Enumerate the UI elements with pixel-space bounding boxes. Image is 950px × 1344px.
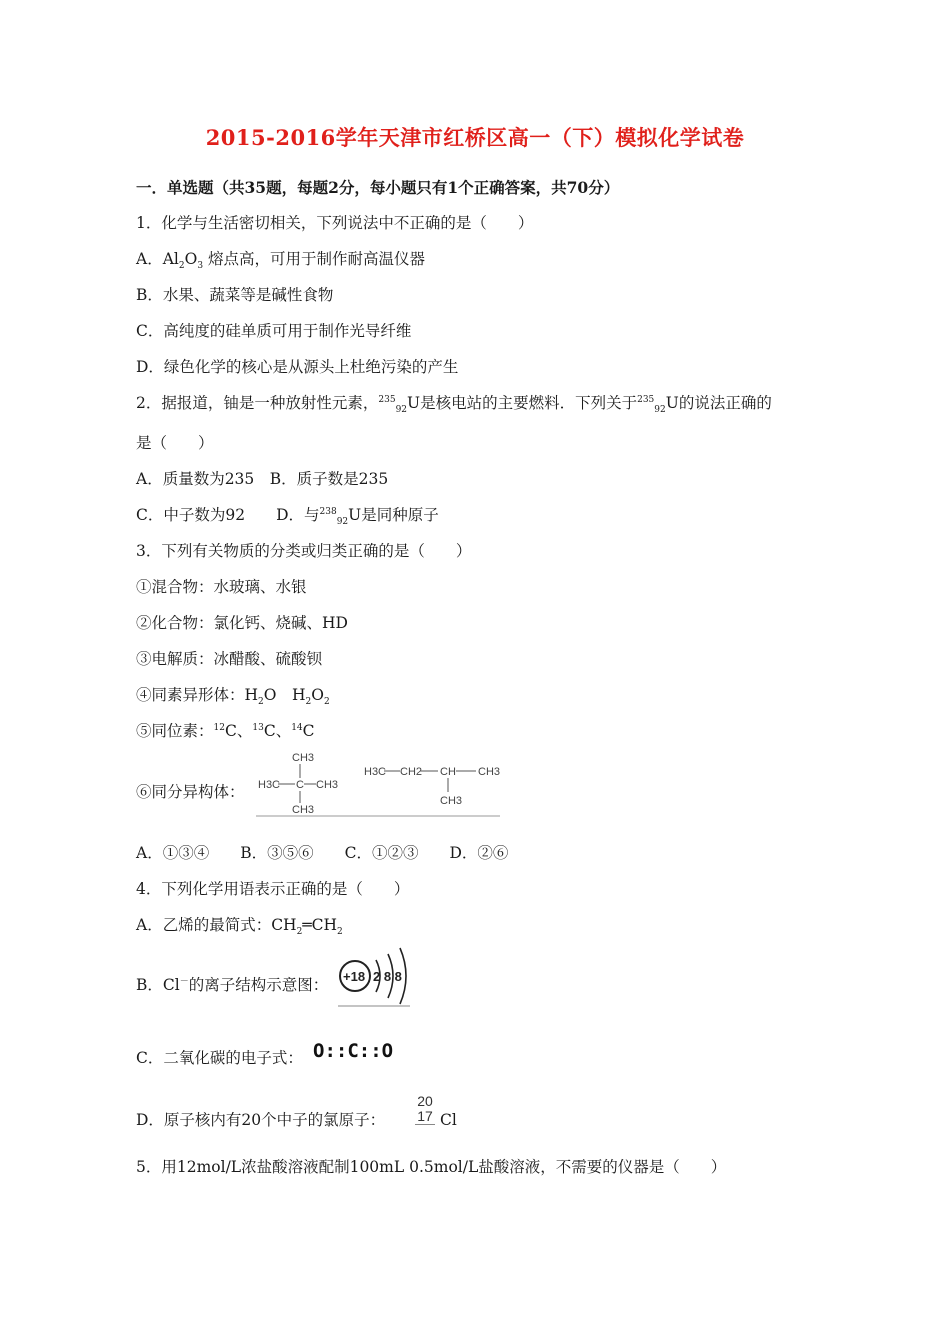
sub: 2 — [178, 261, 185, 272]
text: 熔点高，可用于制作耐高温仪器 — [203, 250, 425, 268]
q3-item-4 — [136, 685, 330, 708]
element: U — [348, 506, 362, 524]
q5-stem: 5．用12mol/L浓盐酸溶液配制100mL 0.5mol/L盐酸溶液，不需要的仪器是（ ） — [136, 1158, 727, 1176]
page-title: 2015-2016学年天津市红桥区高一（下）模拟化学试卷 — [205, 125, 745, 150]
mass-number: 235 — [637, 394, 655, 405]
sub: 2 — [296, 927, 303, 938]
mol2-ch2: CH2 — [400, 766, 423, 778]
text: A．乙烯的最简式：CH — [136, 916, 297, 934]
mass-number: 235 — [378, 394, 396, 405]
q2-stem — [136, 393, 772, 416]
sub: 2 — [323, 697, 330, 708]
q2-stem-line2: 是（ ） — [136, 434, 214, 452]
text: ⑤同位素： — [136, 722, 214, 740]
nuclide-symbol: Cl — [440, 1111, 457, 1129]
atomic-number: 92 — [654, 405, 666, 416]
nuclide-notation — [415, 1094, 435, 1125]
element: U — [665, 394, 679, 412]
q1-stem: 1．化学与生活密切相关，下列说法中不正确的是（ ） — [136, 214, 534, 232]
text: ═CH — [302, 916, 338, 934]
text: 是核电站的主要燃料．下列关于 — [420, 394, 638, 412]
electron-shells: 2 8 8 — [373, 969, 402, 984]
mol1-right: CH3 — [316, 779, 339, 791]
mass-number: 12 — [213, 722, 225, 733]
text: 2．据报道，铀是一种放射性元素， — [136, 394, 379, 412]
element: U — [407, 394, 421, 412]
text: ④同素异形体：H — [136, 686, 259, 704]
atomic-number: 17 — [417, 1108, 433, 1124]
sub: 2 — [305, 697, 312, 708]
atomic-number: 92 — [336, 517, 349, 528]
atomic-number: 92 — [395, 405, 408, 416]
text: O — [311, 686, 324, 704]
element: C — [263, 722, 276, 740]
q3-options[interactable]: A．①③④ B．③⑤⑥ C．①②③ D．②⑥ — [136, 844, 509, 862]
text: C．中子数为92 D．与 — [136, 506, 320, 524]
mol2-ch3-bot: CH3 — [440, 795, 463, 807]
mol2-ch: CH — [440, 766, 456, 778]
nucleus-charge: +18 — [343, 969, 366, 984]
q4-option-a[interactable] — [136, 915, 343, 938]
isomer-structures — [250, 748, 510, 820]
mol2-h3c: H3C — [364, 766, 387, 778]
q2-options-ab[interactable]: A．质量数为235 B．质子数是235 — [136, 470, 389, 488]
q3-item-2: ②化合物：氯化钙、烧碱、HD — [136, 614, 348, 632]
q3-stem: 3．下列有关物质的分类或归类正确的是（ ） — [136, 542, 472, 560]
text: 、 — [236, 722, 253, 740]
q1-option-c[interactable]: C．高纯度的硅单质可用于制作光导纤维 — [136, 322, 412, 340]
q1-option-d[interactable]: D．绿色化学的核心是从源头上杜绝污染的产生 — [136, 358, 459, 376]
charge: － — [179, 976, 189, 987]
sub: 3 — [197, 261, 204, 272]
q4-option-c[interactable]: C．二氧化碳的电子式： — [136, 1049, 303, 1067]
mol1-left: H3C — [258, 779, 281, 791]
text: 、 — [275, 722, 292, 740]
q3-item-1: ①混合物：水玻璃、水银 — [136, 578, 307, 596]
q4-option-d[interactable]: D．原子核内有20个中子的氯原子： — [136, 1111, 386, 1129]
q1-option-a[interactable] — [136, 249, 425, 272]
q1-option-b[interactable]: B．水果、蔬菜等是碱性食物 — [136, 286, 334, 304]
mass-number: 13 — [252, 722, 264, 733]
mol2-ch3: CH3 — [478, 766, 501, 778]
q2-options-cd[interactable] — [136, 505, 439, 528]
element: C — [224, 722, 237, 740]
mass-number: 20 — [417, 1093, 433, 1109]
text: 的离子结构示意图： — [188, 976, 329, 994]
text: O H — [263, 686, 306, 704]
text: 是同种原子 — [361, 506, 439, 524]
co2-electron-formula: O::C::O — [313, 1040, 394, 1062]
q4-stem: 4．下列化学用语表示正确的是（ ） — [136, 880, 410, 898]
mass-number: 238 — [319, 506, 337, 517]
mol1-ch3-top: CH3 — [292, 752, 315, 764]
sub: 2 — [337, 927, 343, 938]
mass-number: 14 — [291, 722, 303, 733]
section-heading: 一．单选题（共35题，每题2分，每小题只有1个正确答案，共70分） — [136, 178, 620, 197]
q3-item-6: ⑥同分异构体： — [136, 783, 245, 801]
text: 的说法正确的 — [678, 394, 772, 412]
mol1-ch3-bot: CH3 — [292, 804, 315, 816]
mol1-c: C — [296, 779, 304, 791]
element: C — [302, 722, 315, 740]
q4-option-b[interactable] — [136, 975, 328, 995]
text: B．Cl — [136, 976, 180, 994]
text: A．Al — [136, 250, 179, 268]
text: O — [184, 250, 198, 268]
q3-item-5 — [136, 721, 315, 741]
sub: 2 — [258, 697, 264, 708]
ion-structure-diagram — [336, 946, 412, 1008]
q3-item-3: ③电解质：冰醋酸、硫酸钡 — [136, 650, 323, 668]
